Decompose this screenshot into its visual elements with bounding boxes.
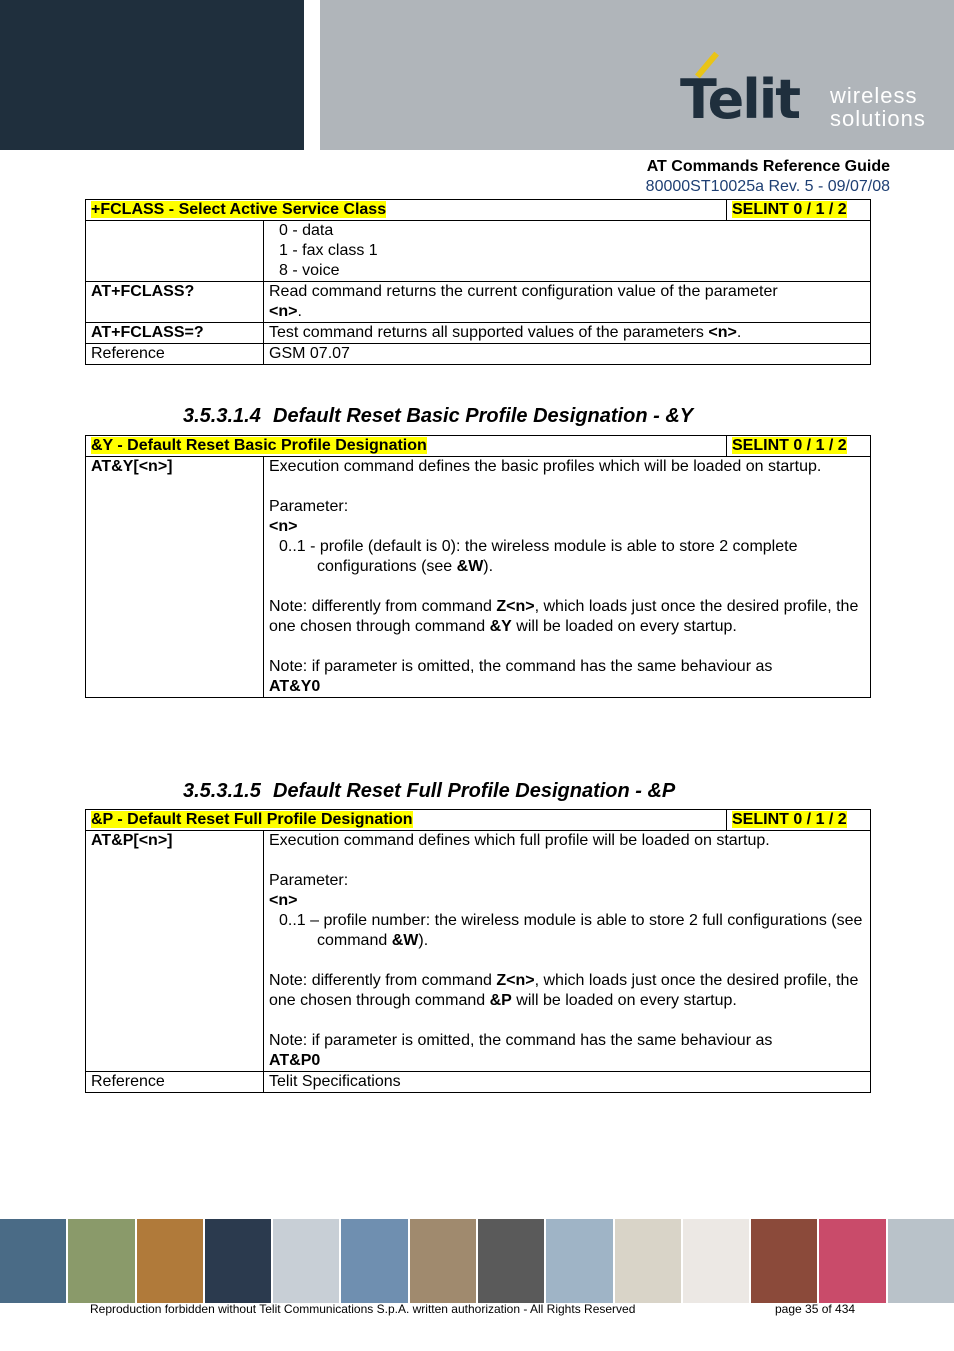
section-title: Default Reset Full Profile Designation - &P — [273, 780, 676, 802]
footer-photo — [478, 1219, 544, 1303]
footer-photo — [68, 1219, 134, 1303]
logo-tagline-line2: solutions — [830, 106, 926, 131]
fclass-read-desc: Read command returns the current configuration value of the parameter — [269, 283, 778, 300]
footer-photo — [341, 1219, 407, 1303]
fclass-test-desc-cell: Test command returns all supported values of the parameters <n>. — [264, 323, 871, 344]
logo-tagline-line1: wireless — [830, 83, 918, 108]
fclass-selint: SELINT 0 / 1 / 2 — [732, 201, 847, 218]
andy-desc: Execution command defines the basic profiles which will be loaded on startup. — [269, 458, 822, 475]
andy-param-value: 0..1 - profile (default is 0): the wireless module is able to store 2 complete configurations (see &W). — [279, 538, 798, 575]
footer-photo — [410, 1219, 476, 1303]
fclass-value-voice: 8 - voice — [279, 262, 340, 279]
andy-param: <n> — [269, 518, 298, 535]
andy-title-cell — [86, 436, 727, 457]
andy-note-2: Note: if parameter is omitted, the command has the same behaviour as — [269, 658, 773, 675]
andy-note-2-cmd: AT&Y0 — [269, 678, 321, 695]
fclass-value-fax: 1 - fax class 1 — [279, 242, 378, 259]
fclass-read-desc-cell: Read command returns the current configuration value of the parameter <n>. — [264, 282, 871, 323]
footer-image-strip — [0, 1219, 954, 1303]
andp-desc-cell — [264, 831, 871, 1072]
section-number: 3.5.3.1.4 — [183, 405, 261, 427]
footer-photo — [751, 1219, 817, 1303]
logo-tagline — [830, 84, 926, 130]
fclass-test-param: <n> — [708, 324, 737, 341]
andy-desc-cell — [264, 457, 871, 698]
header-dark-panel — [0, 0, 304, 150]
andp-table — [85, 809, 871, 1093]
andy-cmd: AT&Y[<n>] — [86, 457, 264, 698]
andp-param: <n> — [269, 892, 298, 909]
fclass-empty-cell — [86, 221, 264, 282]
fclass-title-cell — [86, 200, 727, 221]
andy-table — [85, 435, 871, 698]
telit-logo — [676, 48, 936, 138]
document-title: AT Commands Reference Guide — [646, 158, 890, 175]
fclass-ref-label: Reference — [86, 344, 264, 365]
footer-photo — [273, 1219, 339, 1303]
fclass-test-cmd: AT+FCLASS=? — [86, 323, 264, 344]
document-revision: 80000ST10025a Rev. 5 - 09/07/08 — [645, 178, 890, 195]
footer-photo — [819, 1219, 885, 1303]
andy-selint: SELINT 0 / 1 / 2 — [732, 437, 847, 454]
fclass-value-data: 0 - data — [279, 222, 334, 239]
footer-photo — [137, 1219, 203, 1303]
andy-param-label: Parameter: — [269, 498, 349, 515]
andy-note-1: Note: differently from command Z<n>, which loads just once the desired profile, the one chosen through command &Y will be loaded on every startup. — [269, 598, 859, 635]
logo-word: Telit — [680, 68, 800, 131]
andp-note-1: Note: differently from command Z<n>, which loads just once the desired profile, the one chosen through command &P will be loaded on every startup. — [269, 972, 859, 1009]
fclass-title: +FCLASS - Select Active Service Class — [91, 201, 387, 218]
footer-photo — [683, 1219, 749, 1303]
fclass-ref-value: GSM 07.07 — [264, 344, 871, 365]
andy-title: &Y - Default Reset Basic Profile Designation — [91, 437, 427, 454]
andp-title: &P - Default Reset Full Profile Designation — [91, 811, 413, 828]
andp-desc: Execution command defines which full profile will be loaded on startup. — [269, 832, 770, 849]
footer-page-number: page 35 of 434 — [775, 1302, 856, 1316]
section-title: Default Reset Basic Profile Designation - &Y — [273, 405, 694, 427]
section-heading-full-profile — [183, 780, 675, 803]
andp-param-label: Parameter: — [269, 872, 349, 889]
andy-selint-cell — [727, 436, 871, 457]
footer-photo — [0, 1219, 66, 1303]
section-heading-basic-profile — [183, 405, 693, 428]
fclass-test-desc: Test command returns all supported values of the parameters — [269, 324, 704, 341]
footer-copyright: Reproduction forbidden without Telit Communications S.p.A. written authorization - All Rights Reserved — [90, 1302, 636, 1316]
andp-title-cell — [86, 810, 727, 831]
fclass-read-cmd: AT+FCLASS? — [86, 282, 264, 323]
andp-ref-label: Reference — [86, 1072, 264, 1093]
footer-photo — [205, 1219, 271, 1303]
fclass-table — [85, 199, 871, 365]
footer-photo — [888, 1219, 954, 1303]
fclass-selint-cell — [727, 200, 871, 221]
andp-param-value: 0..1 – profile number: the wireless module is able to store 2 full configurations (see command &W). — [279, 912, 863, 949]
fclass-read-param: <n> — [269, 303, 298, 320]
footer-photo — [615, 1219, 681, 1303]
fclass-values-cell — [264, 221, 871, 282]
andp-note-2: Note: if parameter is omitted, the command has the same behaviour as — [269, 1032, 773, 1049]
footer-photo — [546, 1219, 612, 1303]
andp-cmd: AT&P[<n>] — [86, 831, 264, 1072]
andp-ref-value: Telit Specifications — [264, 1072, 871, 1093]
section-number: 3.5.3.1.5 — [183, 780, 261, 802]
andp-note-2-cmd: AT&P0 — [269, 1052, 321, 1069]
andp-selint-cell — [727, 810, 871, 831]
andp-selint: SELINT 0 / 1 / 2 — [732, 811, 847, 828]
